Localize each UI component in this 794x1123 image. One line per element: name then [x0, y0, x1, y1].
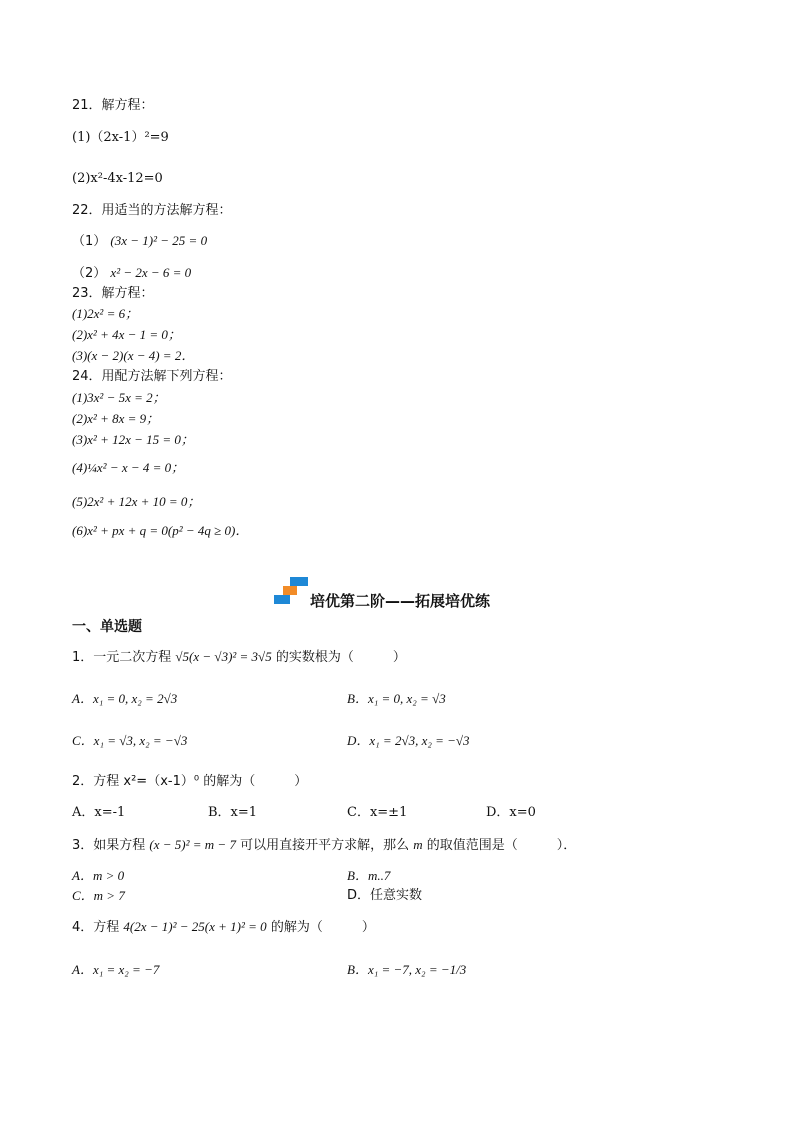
stacked-blocks-icon [274, 577, 310, 605]
problem-22-eq2-label: （2） [72, 266, 107, 281]
question-3-stem-pre: 3．如果方程 [72, 838, 146, 853]
question-3-option-b: B．m..7 [347, 868, 391, 883]
question-2-stem: 2．方程 x²=（x-1）⁰ 的解为（ ） [72, 774, 308, 789]
problem-23-eq1: (1)2x² = 6； [72, 306, 139, 321]
problem-23-eq3: (3)(x − 2)(x − 4) = 2． [72, 348, 195, 363]
problem-24-eq1: (1)3x² − 5x = 2； [72, 390, 166, 405]
problem-23-eq2: (2)x² + 4x − 1 = 0； [72, 327, 181, 342]
problem-22-title: 22．用适当的方法解方程： [72, 203, 232, 218]
question-3-stem [72, 837, 576, 854]
problem-21-title: 21．解方程： [72, 98, 154, 113]
question-4-option-b: B．x₁ = −7, x₂ = −1/3 [347, 962, 467, 977]
question-1-stem [72, 649, 406, 666]
problem-21-eq1: (1)（2x-1）²=9 [72, 130, 169, 145]
question-4-option-a: A．x₁ = x₂ = −7 [72, 962, 160, 977]
question-1-stem-post: 的实数根为（ ） [275, 650, 406, 665]
logo-block-middle [283, 586, 297, 595]
question-3-variable: m [413, 837, 423, 852]
question-1-option-a: A．x₁ = 0, x₂ = 2√3 [72, 691, 178, 706]
question-1-option-b: B．x₁ = 0, x₂ = √3 [347, 691, 446, 706]
problem-22-eq1-label: （1） [72, 234, 107, 249]
question-1-option-d: D．x₁ = 2√3, x₂ = −√3 [347, 733, 470, 748]
question-2-option-b: B．x=1 [208, 805, 258, 820]
problem-22-eq2-line [72, 265, 191, 282]
question-3-option-c: C．m > 7 [72, 888, 125, 903]
question-1-equation: √5(x − √3)² = 3√5 [175, 649, 272, 664]
question-3-equation: (x − 5)² = m − 7 [149, 837, 236, 852]
problem-22-eq1-line [72, 233, 207, 250]
question-2-option-c: C．x=±1 [347, 805, 408, 820]
logo-block-bottom [274, 595, 290, 604]
problem-24-eq3: (3)x² + 12x − 15 = 0； [72, 432, 194, 447]
question-4-equation: 4(2x − 1)² − 25(x + 1)² = 0 [123, 919, 267, 934]
question-3-option-d: D．任意实数 [347, 888, 423, 903]
problem-22-eq1: (3x − 1)² − 25 = 0 [110, 233, 208, 248]
problem-24-eq2: (2)x² + 8x = 9； [72, 411, 160, 426]
section-title: 培优第二阶——拓展培优练 [310, 592, 491, 610]
problem-24-title: 24．用配方法解下列方程： [72, 369, 232, 384]
problem-24-eq4: (4)¼x² − x − 4 = 0； [72, 460, 185, 475]
question-4-stem [72, 919, 375, 936]
problem-24-eq5: (5)2x² + 12x + 10 = 0； [72, 494, 201, 509]
problem-21-eq2: (2)x²-4x-12=0 [72, 171, 163, 186]
question-3-option-a: A．m > 0 [72, 868, 125, 883]
question-4-stem-post: 的解为（ ） [270, 920, 375, 935]
question-2-option-d: D．x=0 [486, 805, 536, 820]
question-2-option-a: A．x=-1 [72, 805, 126, 820]
problem-22-eq2: x² − 2x − 6 = 0 [110, 265, 192, 280]
question-4-stem-pre: 4．方程 [72, 920, 120, 935]
section-subtitle: 一、单选题 [72, 619, 142, 635]
logo-block-top [290, 577, 308, 586]
question-1-stem-pre: 1．一元二次方程 [72, 650, 172, 665]
question-3-stem-post: 的取值范围是（ ）． [426, 838, 577, 853]
problem-24-eq6: (6)x² + px + q = 0(p² − 4q ≥ 0)． [72, 523, 249, 538]
question-1-option-c: C．x₁ = √3, x₂ = −√3 [72, 733, 188, 748]
question-3-stem-mid: 可以用直接开平方求解，那么 [240, 838, 410, 853]
problem-23-title: 23．解方程： [72, 286, 154, 301]
